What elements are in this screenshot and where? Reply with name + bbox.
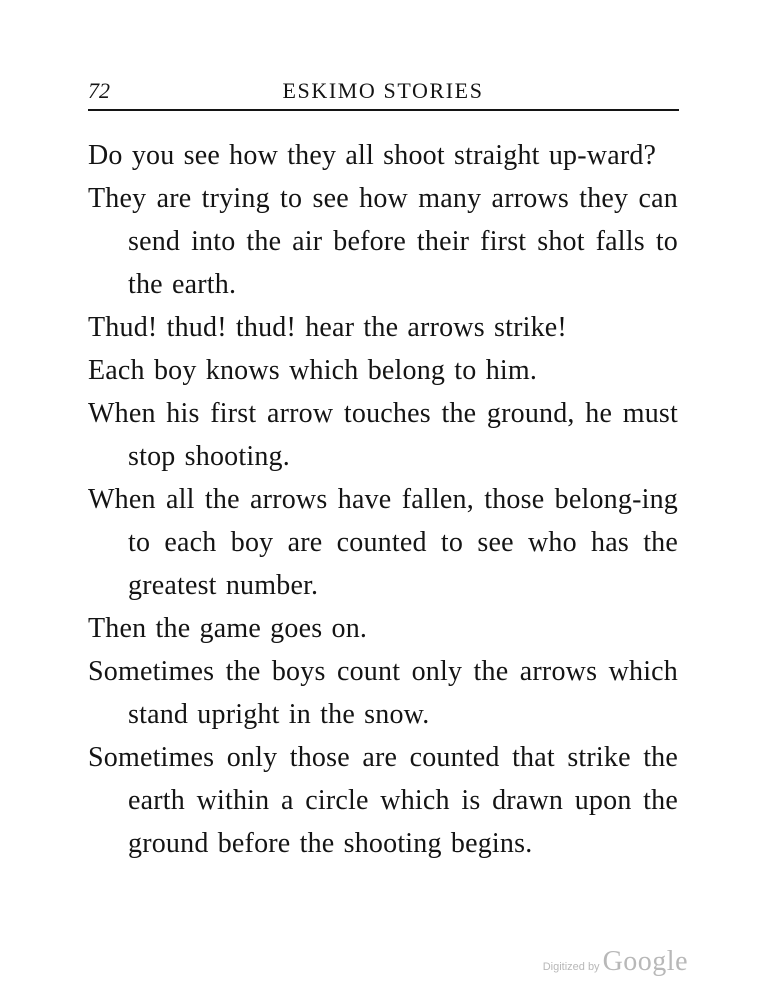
paragraph: Each boy knows which belong to him. — [88, 355, 538, 386]
paragraph: Sometimes the boys count only the arrows which stand upright in the snow. — [88, 656, 678, 730]
page-number: 72 — [88, 78, 110, 103]
running-head — [88, 76, 678, 106]
digitized-watermark — [543, 946, 688, 978]
watermark-prefix: Digitized by — [542, 961, 600, 973]
paragraph: When his first arrow touches the ground, he must stop shooting. — [88, 398, 678, 472]
paragraph: Sometimes only those are counted that strike the earth within a circle which is drawn upon the ground before the shooting begins. — [88, 742, 678, 859]
running-title: ESKIMO STORIES — [282, 78, 484, 103]
paragraph: Do you see how they all shoot straight up-ward? — [88, 140, 657, 171]
paragraph: When all the arrows have fallen, those belong-ing to each boy are counted to see who has the greatest number. — [88, 484, 678, 601]
paragraph: Then the game goes on. — [88, 613, 368, 644]
paragraph: They are trying to see how many arrows they can send into the air before their first shot falls to the earth. — [88, 183, 678, 300]
body-text — [88, 134, 678, 865]
paragraph: Thud! thud! thud! hear the arrows strike! — [88, 312, 567, 343]
watermark-brand-logo: Google — [602, 946, 688, 977]
header-rule — [88, 109, 679, 111]
